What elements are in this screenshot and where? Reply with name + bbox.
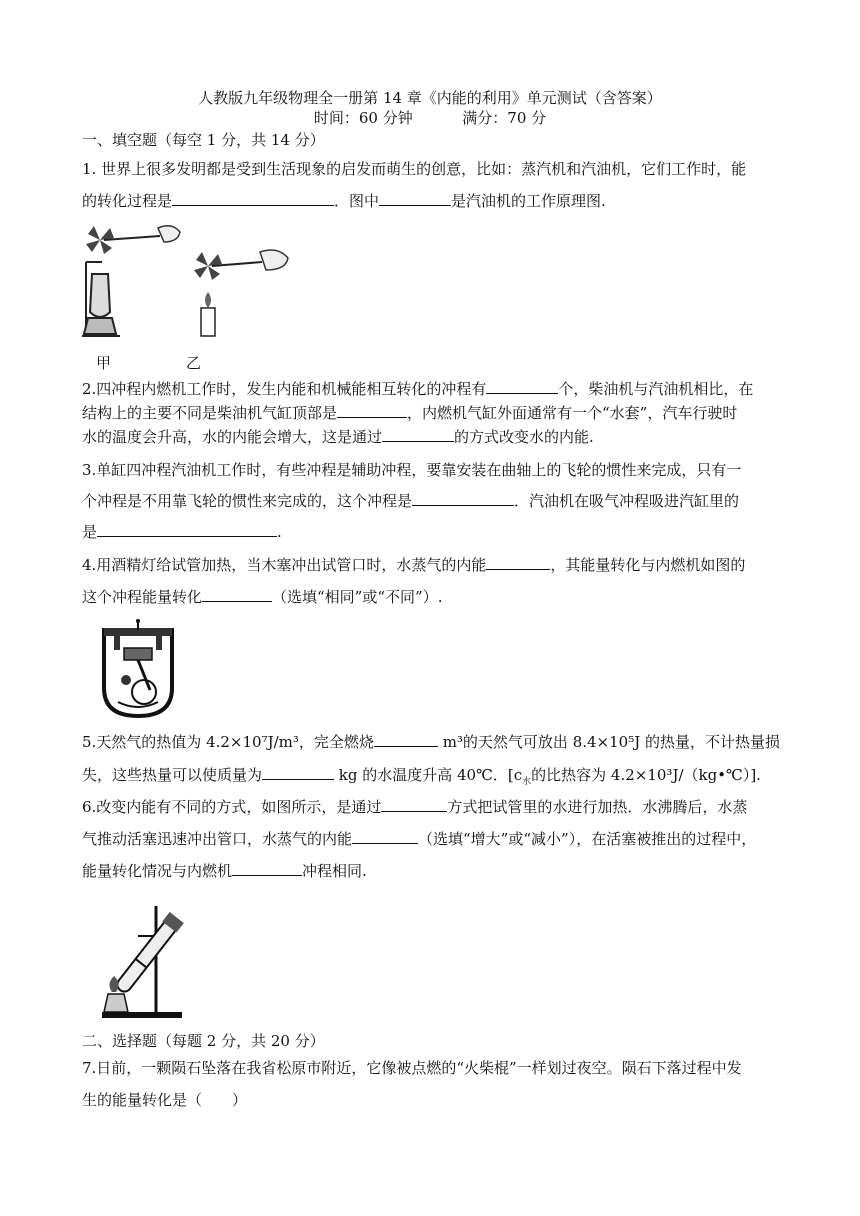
q7-line-2: 生的能量转化是（ ） — [82, 1091, 248, 1109]
q1-line-2: 的转化过程是 ．图中 是汽油机的工作原理图. — [82, 192, 606, 210]
q4-blank-1[interactable] — [486, 555, 550, 570]
q6-blank-3[interactable] — [232, 861, 302, 876]
q3-line-2: 个冲程是不用靠飞轮的惯性来完成的，这个冲程是 ．汽油机在吸气冲程吸进汽缸里的 — [82, 492, 740, 510]
q6-blank-1[interactable] — [381, 797, 447, 812]
q7-line-1: 7.日前，一颗陨石坠落在我省松原市附近，它像被点燃的“火柴棍”一样划过夜空。陨石下落过程中发 — [82, 1059, 742, 1077]
q5-blank-2[interactable] — [262, 765, 334, 780]
q3-blank-1[interactable] — [412, 491, 514, 506]
q6-figure-test-tube — [98, 896, 202, 1022]
q4-figure-engine-cylinder — [100, 618, 176, 720]
q1-line-1: 1. 世界上很多发明都是受到生活现象的启发而萌生的创意，比如：蒸汽机和汽油机，它们工作时，能 — [82, 160, 747, 178]
q1-figure-pinwheels — [80, 222, 300, 342]
section-2-title: 二、选择题（每题 2 分，共 20 分） — [82, 1032, 325, 1050]
doc-title: 人教版九年级物理全一册第 14 章《内能的利用》单元测试（含答案） — [198, 89, 662, 107]
q1-caption-b: 乙 — [186, 354, 202, 372]
q3-blank-2[interactable] — [97, 522, 277, 537]
q1-caption-a: 甲 — [96, 354, 112, 372]
q4-line-1: 4.用酒精灯给试管加热，当木塞冲出试管口时，水蒸气的内能 ，其能量转化与内燃机如图的 — [82, 556, 746, 574]
q3-line-3: 是 . — [82, 523, 282, 541]
q4-blank-2[interactable] — [202, 587, 272, 602]
q5-blank-1[interactable] — [374, 732, 438, 747]
full-score: 满分：70 分 — [462, 109, 547, 127]
q2-line-3: 水的温度会升高，水的内能会增大，这是通过 的方式改变水的内能. — [82, 428, 594, 446]
section-1-title: 一、填空题（每空 1 分，共 14 分） — [82, 131, 325, 149]
q5-line-1: 5.天然气的热值为 4.2×10⁷J/m³，完全燃烧 m³的天然气可放出 8.4×10⁵J 的热量，不计热量损 — [82, 733, 781, 751]
q3-line-1: 3.单缸四冲程汽油机工作时，有些冲程是辅助冲程，要靠安装在曲轴上的飞轮的惯性来完成，只有一 — [82, 461, 742, 479]
q6-blank-2[interactable] — [352, 829, 418, 844]
q2-blank-2[interactable] — [337, 403, 407, 418]
time-limit: 时间：60 分钟 — [313, 109, 413, 127]
q2-line-2: 结构上的主要不同是柴油机气缸顶部是 ，内燃机气缸外面通常有一个“水套”，汽车行驶时 — [82, 404, 738, 422]
q6-line-3: 能量转化情况与内燃机 冲程相同. — [82, 862, 367, 880]
q2-line-1: 2.四冲程内燃机工作时，发生内能和机械能相互转化的冲程有 个，柴油机与汽油机相比，在 — [82, 380, 754, 398]
q1-blank-2[interactable] — [379, 191, 451, 206]
q6-line-2: 气推动活塞迅速冲出管口，水蒸气的内能 （选填“增大”或“减小”），在活塞被推出的过程中， — [82, 830, 757, 848]
q4-line-2: 这个冲程能量转化 （选填“相同”或“不同”）. — [82, 588, 443, 606]
q2-blank-3[interactable] — [382, 427, 454, 442]
q5-line-2: 失，这些热量可以使质量为 kg 的水温度升高 40℃．[$c_水$的比热容为 4.2×10³J/（kg•℃）]. — [82, 766, 761, 787]
q2-blank-1[interactable] — [486, 379, 558, 394]
q1-blank-1[interactable] — [172, 191, 334, 206]
q6-line-1: 6.改变内能有不同的方式，如图所示，是通过 方式把试管里的水进行加热．水沸腾后，水蒸 — [82, 798, 748, 816]
doc-meta — [0, 108, 860, 128]
